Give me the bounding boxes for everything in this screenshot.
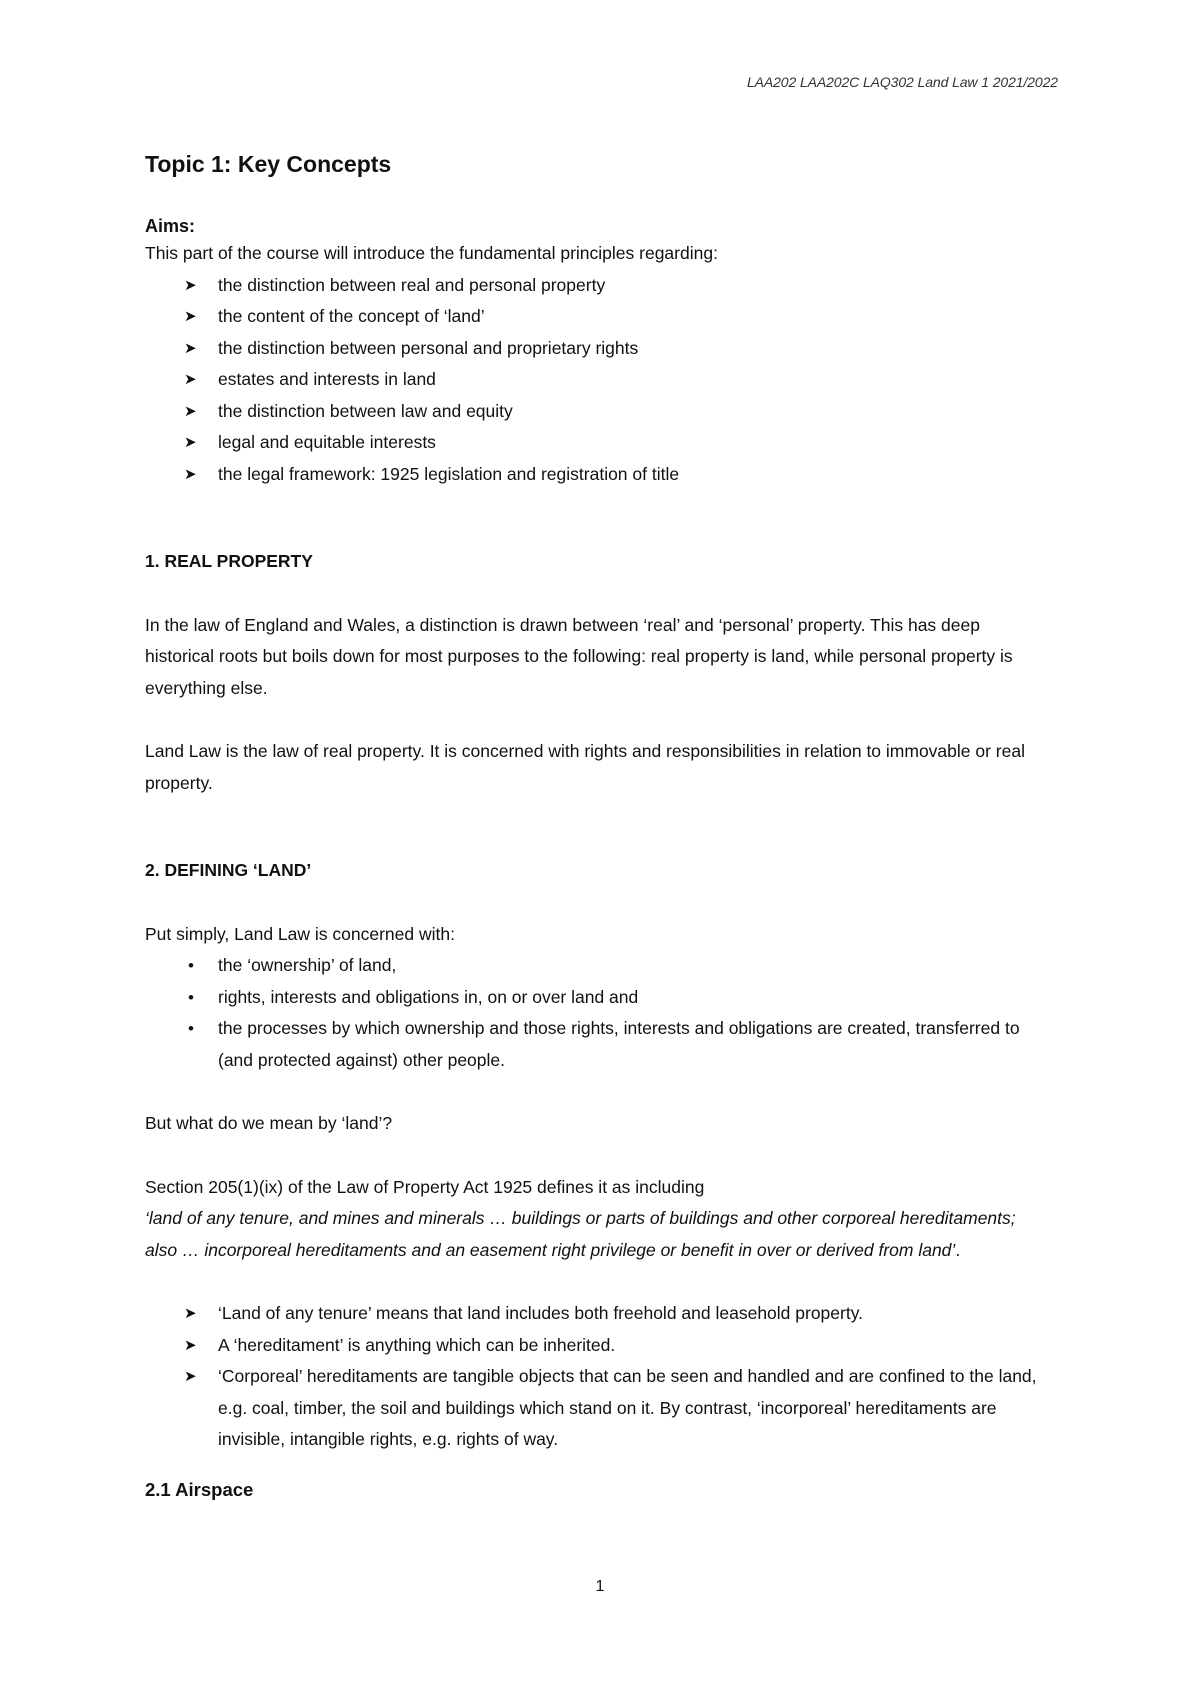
bullet-dot-icon: • bbox=[188, 987, 194, 1007]
arrow-bullet-icon: ➤ bbox=[184, 371, 197, 388]
arrow-bullet-icon: ➤ bbox=[184, 1368, 197, 1385]
document-body bbox=[145, 148, 1045, 1505]
arrow-bullet-icon: ➤ bbox=[184, 434, 197, 451]
land-law-paragraph: Land Law is the law of real property. It is concerned with rights and responsibilities in relation to immovable or real property. bbox=[145, 741, 1025, 793]
arrow-bullet-icon: ➤ bbox=[184, 1336, 197, 1354]
defining-land-intro: Put simply, Land Law is concerned with: bbox=[145, 923, 455, 944]
arrow-bullet-icon: ➤ bbox=[184, 308, 197, 325]
statute-paragraph bbox=[145, 1172, 1045, 1267]
arrow-bullet-icon: ➤ bbox=[184, 402, 197, 420]
concerns-list-item: • the ‘ownership’ of land, bbox=[145, 950, 1045, 982]
page-number: 1 bbox=[595, 1578, 605, 1595]
bullet-dot-icon: • bbox=[188, 1019, 194, 1038]
aims-list-item: ➤ the distinction between real and personal property bbox=[145, 270, 1045, 302]
aims-heading: Aims: bbox=[145, 216, 196, 236]
real-property-paragraph: In the law of England and Wales, a distinction is drawn between ‘real’ and ‘personal’ property. This has deep historical roots but boils down for most purposes to the following: real property is land, while personal property is everything else. bbox=[145, 614, 1013, 698]
bullet-dot-icon: • bbox=[188, 956, 194, 975]
aims-list-item: ➤ the legal framework: 1925 legislation and registration of title bbox=[145, 459, 1045, 491]
land-question: But what do we mean by ‘land’? bbox=[145, 1113, 393, 1133]
aims-list-item: ➤ the content of the concept of ‘land’ bbox=[145, 301, 1045, 333]
course-reference-header: LAA202 LAA202C LAQ302 Land Law 1 2021/2022 bbox=[746, 74, 1058, 90]
definition-point: ➤ ‘Corporeal’ hereditaments are tangible objects that can be seen and handled and are confined to the land, e.g. coal, timber, the soil and buildings which stand on it. By contrast, ‘incorporeal’ hereditaments are invisible, intangible rights, e.g. rights of way. bbox=[145, 1361, 1045, 1456]
aims-intro: This part of the course will introduce the fundamental principles regarding: bbox=[145, 243, 718, 263]
statute-quote: ‘land of any tenure, and mines and minerals … buildings or parts of buildings and other corporeal hereditaments; also … incorporeal hereditaments and an easement right privilege or benefit in over or derived from land’ bbox=[145, 1208, 1016, 1260]
statute-end: . bbox=[955, 1239, 961, 1260]
definition-point: ➤ ‘Land of any tenure’ means that land includes both freehold and leasehold property. bbox=[145, 1298, 1045, 1330]
arrow-bullet-icon: ➤ bbox=[184, 276, 197, 294]
definition-points-list bbox=[145, 1298, 1045, 1456]
aims-list-item: ➤ the distinction between personal and proprietary rights bbox=[145, 333, 1045, 365]
statute-intro: Section 205(1)(ix) of the Law of Property Act 1925 defines it as including bbox=[145, 1176, 705, 1197]
arrow-bullet-icon: ➤ bbox=[184, 1305, 197, 1322]
definition-point: ➤ A ‘hereditament’ is anything which can be inherited. bbox=[145, 1330, 1045, 1362]
section-heading-real-property: 1. REAL PROPERTY bbox=[145, 551, 313, 571]
subsection-heading-airspace: 2.1 Airspace bbox=[145, 1478, 254, 1500]
concerns-list-item: • the processes by which ownership and those rights, interests and obligations are created, transferred to (and protected against) other people. bbox=[145, 1013, 1045, 1076]
aims-list-item: ➤ the distinction between law and equity bbox=[145, 396, 1045, 428]
arrow-bullet-icon: ➤ bbox=[184, 465, 197, 483]
page-title: Topic 1: Key Concepts bbox=[145, 151, 392, 177]
concerns-list-item: • rights, interests and obligations in, on or over land and bbox=[145, 982, 1045, 1014]
section-heading-defining-land: 2. DEFINING ‘LAND’ bbox=[145, 860, 312, 880]
aims-list-item: ➤ legal and equitable interests bbox=[145, 427, 1045, 459]
aims-list-item: ➤ estates and interests in land bbox=[145, 364, 1045, 396]
aims-list bbox=[145, 270, 1045, 491]
arrow-bullet-icon: ➤ bbox=[184, 339, 197, 357]
concerns-list bbox=[145, 950, 1045, 1076]
